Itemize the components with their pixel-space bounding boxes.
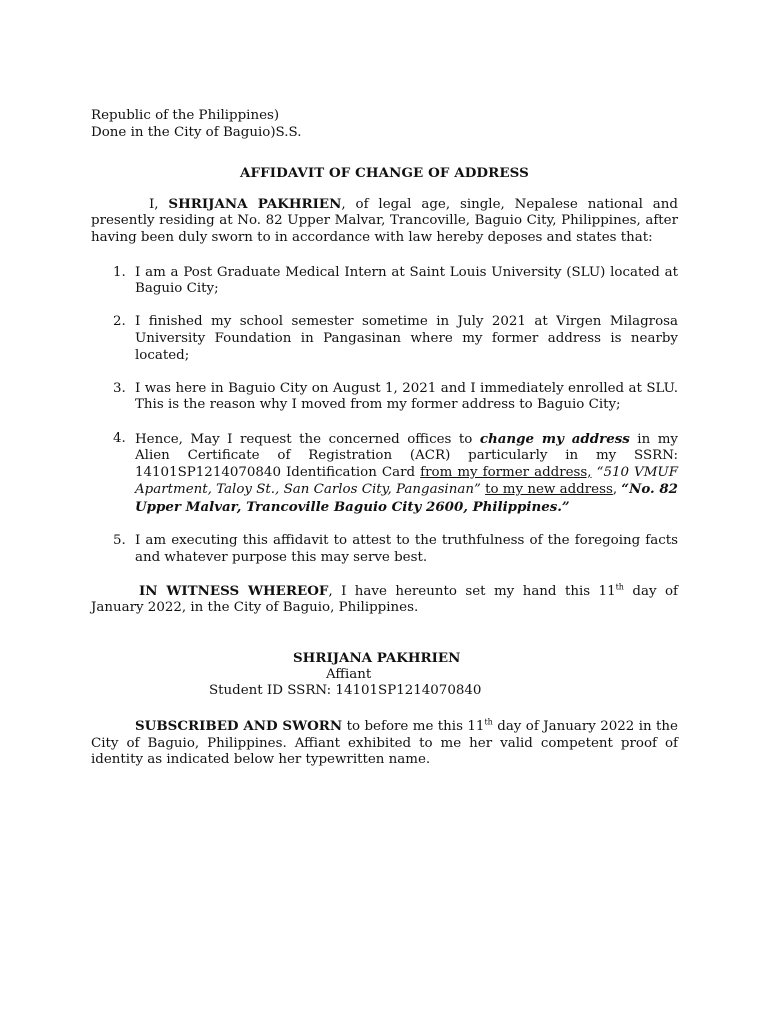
item-number: 3. — [113, 380, 126, 396]
affiant-name-intro: SHRIJANA PAKHRIEN — [168, 195, 342, 212]
intro-paragraph — [91, 196, 678, 247]
list-item — [91, 265, 678, 298]
affiant-role: Affiant — [326, 666, 372, 682]
request-text: Hence, May I request the concerned offices to — [135, 431, 480, 447]
former-address: “510 VMUF Apartment, Taloy St., San Carlos City, Pangasinan” — [135, 464, 679, 498]
affidavit-body — [91, 108, 678, 782]
intro-prefix: I, — [149, 196, 169, 212]
statement-list — [91, 265, 678, 567]
list-item — [91, 314, 678, 364]
item-number: 2. — [113, 314, 126, 330]
list-item — [91, 533, 678, 566]
item-number: 1. — [113, 264, 126, 280]
jurat-text: to before me this 11 — [342, 719, 485, 735]
jurat-lead: SUBSCRIBED AND SWORN — [135, 718, 343, 735]
item-text: I finished my school semester sometime in July 2021 at Virgen Milagrosa University Foundation in Pangasinan where my former address is nearby located; — [135, 314, 678, 363]
item-number: 5. — [113, 533, 126, 549]
caption-city: Done in the City of Baguio)S.S. — [91, 124, 302, 140]
intro-text: , of legal age, single, Nepalese national and presently residing at No. 82 Upper Malvar, Trancoville, Baguio City, Philippines, after having been duly sworn to in accordance with law hereby deposes and states that: — [91, 196, 678, 245]
list-item — [91, 431, 678, 517]
jurat-paragraph — [91, 718, 678, 769]
acr-text: in my Alien Certificate of Registration (ACR) particularly in my SSRN: 14101SP1214070840 Identification Card — [135, 431, 678, 480]
witness-text: , I have hereunto set my hand this 11 — [328, 583, 616, 599]
witness-lead: IN WITNESS WHEREOF — [139, 582, 329, 599]
affiant-name: SHRIJANA PAKHRIEN — [293, 650, 461, 667]
to-address-label: to my new address — [485, 482, 613, 498]
list-item — [91, 381, 678, 414]
item-text: I am a Post Graduate Medical Intern at Saint Louis University (SLU) located at Baguio City; — [135, 264, 678, 297]
witness-paragraph — [91, 583, 678, 617]
ordinal-suffix: th — [484, 717, 493, 727]
witness-text-end: day of January 2022, in the City of Baguio, Philippines. — [91, 583, 678, 616]
item-number: 4. — [113, 430, 126, 446]
document-title: AFFIDAVIT OF CHANGE OF ADDRESS — [240, 165, 529, 182]
ordinal-suffix: th — [615, 582, 624, 592]
venue-caption — [91, 108, 678, 141]
change-address-emphasis: change my address — [479, 430, 630, 447]
from-address-label: from my former address, — [420, 464, 592, 480]
caption-republic: Republic of the Philippines) — [91, 108, 280, 123]
signature-block — [91, 650, 678, 702]
jurat-text-end: day of January 2022 in the City of Baguio, Philippines. Affiant exhibited to me her valid competent proof of identity as indicated below her typewritten name. — [91, 719, 678, 768]
item-text — [135, 432, 678, 515]
item-text: I am executing this affidavit to attest to the truthfulness of the foregoing facts and whatever purpose this may serve best. — [135, 533, 678, 565]
item-text: I was here in Baguio City on August 1, 2021 and I immediately enrolled at SLU. This is the reason why I moved from my former address to Baguio City; — [135, 380, 678, 413]
student-id: Student ID SSRN: 14101SP1214070840 — [209, 683, 482, 699]
separator: , — [612, 482, 622, 498]
new-address: “No. 82 Upper Malvar, Trancoville Baguio City 2600, Philippines.” — [135, 481, 678, 515]
